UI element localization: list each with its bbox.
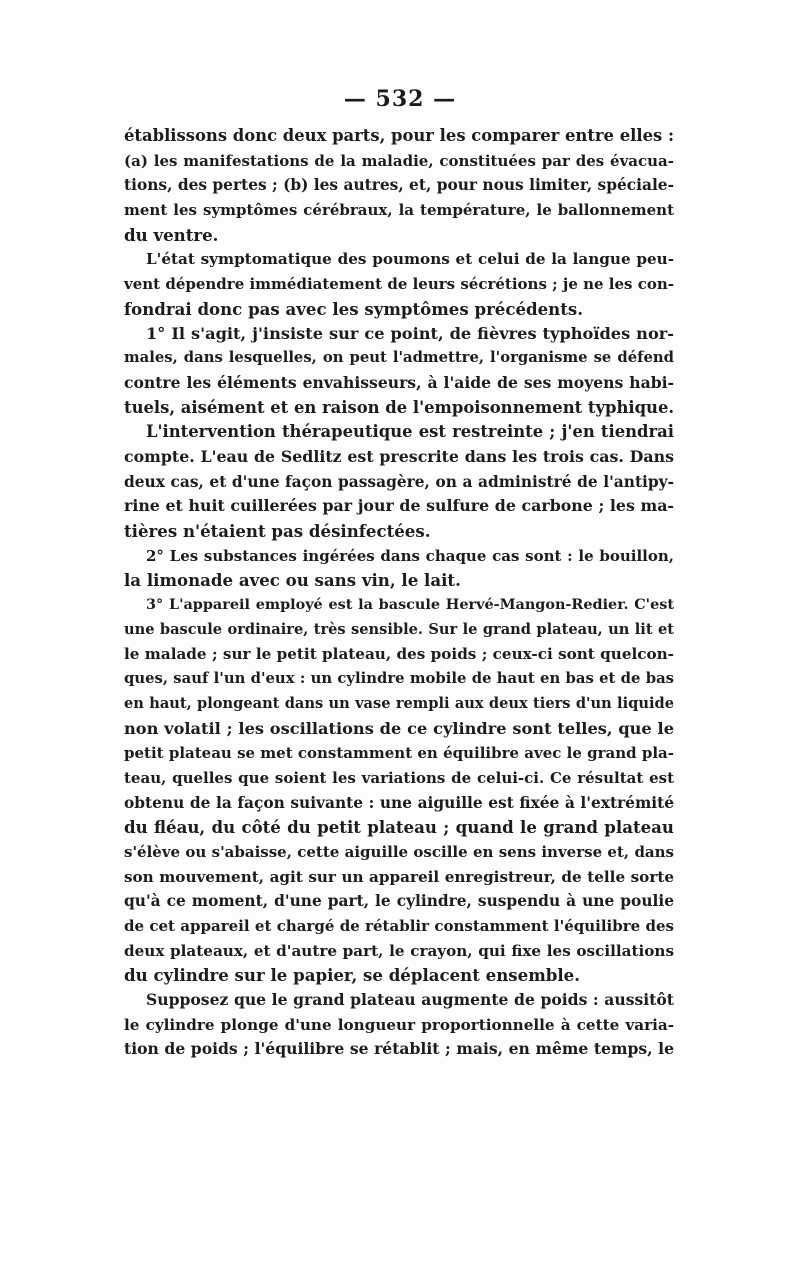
text-line: établissons donc deux parts, pour les comparer entre elles : <box>124 126 674 145</box>
text-line: vent dépendre immédiatement de leurs sécrétions ; je ne les con- <box>124 275 674 294</box>
text-line: teau, quelles que soient les variations de celui-ci. Ce résultat est <box>124 768 674 787</box>
text-line: L'intervention thérapeutique est restreinte ; j'en tiendrai <box>146 422 674 442</box>
text-line: de cet appareil et chargé de rétablir constamment l'équilibre des <box>124 917 674 935</box>
text-line: son mouvement, agit sur un appareil enregistreur, de telle sorte <box>124 867 674 886</box>
text-line: compte. L'eau de Sedlitz est prescrite dans les trois cas. Dans <box>124 446 674 466</box>
page-number: — 532 — <box>343 86 457 112</box>
text-line: 1° Il s'agit, j'insiste sur ce point, de fièvres typhoïdes nor- <box>146 323 674 343</box>
text-line: tuels, aisément et en raison de l'empoisonnement typhique. <box>124 397 675 417</box>
text-line: tion de poids ; l'équilibre se rétablit ; mais, en même temps, le <box>124 1039 674 1059</box>
text-line: petit plateau se met constamment en équilibre avec le grand pla- <box>124 744 674 763</box>
text-line: ment les symptômes cérébraux, la température, le ballonnement <box>124 201 674 220</box>
text-line: obtenu de la façon suivante : une aiguille est fixée à l'extrémité <box>124 793 674 812</box>
text-line: deux cas, et d'une façon passagère, on a administré de l'antipy- <box>124 472 674 491</box>
text-line: deux plateaux, et d'autre part, le crayon, qui fixe les oscillations <box>124 941 674 960</box>
text-line: (a) les manifestations de la maladie, constituées par des évacua- <box>124 151 674 170</box>
text-line: le malade ; sur le petit plateau, des poids ; ceux-ci sont quelcon- <box>124 645 674 664</box>
text-line: en haut, plongeant dans un vase rempli aux deux tiers d'un liquide <box>124 694 674 712</box>
text-line: tions, des pertes ; (b) les autres, et, pour nous limiter, spéciale- <box>124 176 674 195</box>
text-line: qu'à ce moment, d'une part, le cylindre, suspendu à une poulie <box>124 892 674 911</box>
text-line: s'élève ou s'abaisse, cette aiguille oscille en sens inverse et, dans <box>124 842 674 861</box>
text-line: du fléau, du côté du petit plateau ; quand le grand plateau <box>124 817 674 838</box>
text-line: la limonade avec ou sans vin, le lait. <box>124 570 461 591</box>
text-line: males, dans lesquelles, on peut l'admettre, l'organisme se défend <box>124 349 674 367</box>
text-line: fondrai donc pas avec les symptômes précédents. <box>124 298 584 319</box>
text-line: non volatil ; les oscillations de ce cylindre sont telles, que le <box>124 718 674 738</box>
page-body-text <box>124 124 674 1062</box>
text-line: le cylindre plonge d'une longueur proportionnelle à cette varia- <box>124 1015 674 1034</box>
text-line: ques, sauf l'un d'eux : un cylindre mobile de haut en bas et de bas <box>124 670 674 688</box>
text-line: tières n'étaient pas désinfectées. <box>124 521 431 541</box>
text-line: Supposez que le grand plateau augmente de poids : aussitôt <box>146 990 674 1010</box>
text-line: contre les éléments envahisseurs, à l'aide de ses moyens habi- <box>124 372 674 392</box>
text-line: L'état symptomatique des poumons et celui de la langue peu- <box>146 250 674 269</box>
text-line: rine et huit cuillerées par jour de sulfure de carbone ; les ma- <box>124 496 674 516</box>
text-line: du cylindre sur le papier, se déplacent ensemble. <box>124 965 580 986</box>
text-line: une bascule ordinaire, très sensible. Sur le grand plateau, un lit et <box>124 620 674 638</box>
text-line: 2° Les substances ingérées dans chaque cas sont : le bouillon, <box>146 546 674 565</box>
text-line: du ventre. <box>124 224 219 245</box>
text-line: 3° L'appareil employé est la bascule Hervé-Mangon-Redier. C'est <box>146 596 674 614</box>
